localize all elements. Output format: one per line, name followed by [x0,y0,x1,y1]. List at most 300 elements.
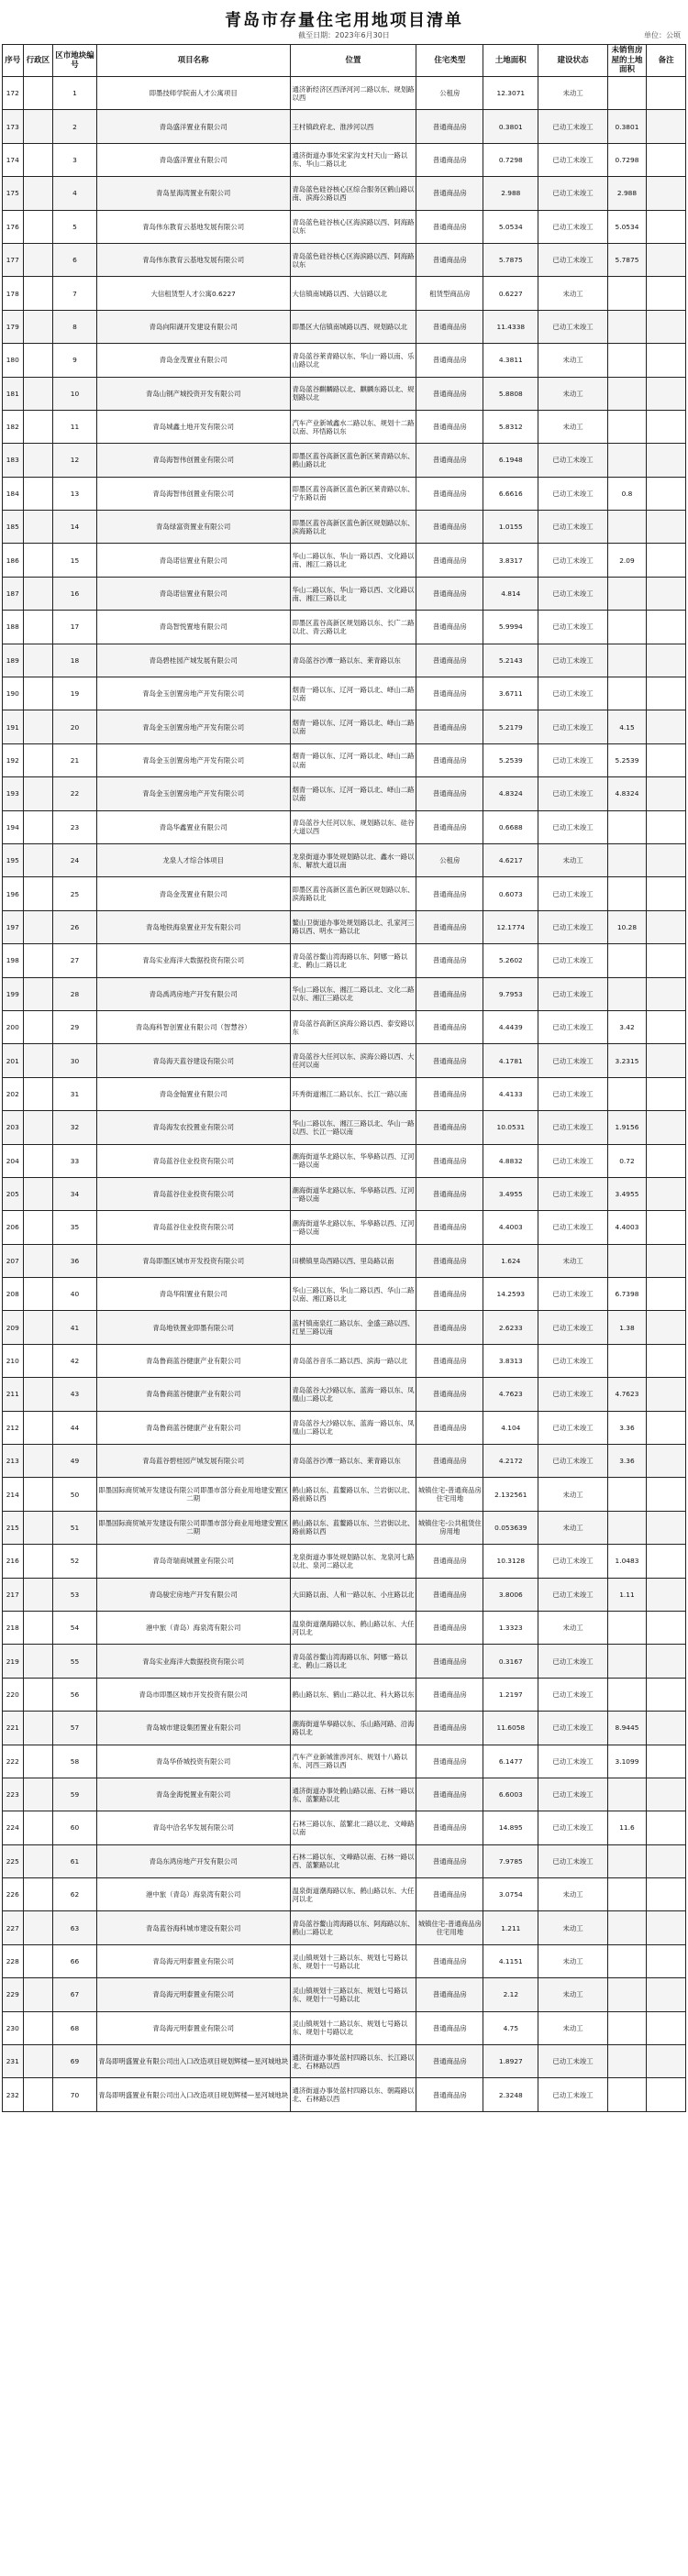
cell-block: 33 [53,1144,97,1177]
cell-type: 普通商品房 [416,110,483,143]
cell-unbuilt [607,677,647,710]
cell-unbuilt [607,1778,647,1811]
cell-type: 租赁型商品房 [416,277,483,310]
table-row [3,511,686,544]
cell-seq: 229 [3,1978,24,2011]
cell-block: 63 [53,1911,97,1944]
cell-type: 普通商品房 [416,1311,483,1344]
cell-type: 普通商品房 [416,1144,483,1177]
cell-seq: 204 [3,1144,24,1177]
cell-project: 即墨国际商贸城开发建设有限公司即墨市部分商业用地建安置区二期 [96,1478,290,1511]
cell-block: 44 [53,1411,97,1444]
cell-project: 青岛骏宏房地产开发有限公司 [96,1578,290,1611]
cell-district [23,410,53,443]
cell-type: 普通商品房 [416,1778,483,1811]
cell-status: 已动工未竣工 [538,1111,607,1144]
cell-area: 4.6217 [483,843,538,876]
cell-project: 青岛城鑫土地开发有限公司 [96,410,290,443]
cell-project: 青岛海元明泰置业有限公司 [96,2011,290,2044]
cell-seq: 191 [3,710,24,743]
cell-district [23,177,53,210]
table-row [3,177,686,210]
cell-seq: 205 [3,1177,24,1210]
cell-project: 青岛金茂置业有限公司 [96,877,290,910]
cell-district [23,243,53,276]
cell-type: 普通商品房 [416,310,483,343]
cell-district [23,377,53,410]
cell-seq: 174 [3,143,24,176]
cell-project: 青岛伟东教育云基地发展有限公司 [96,243,290,276]
cell-status: 已动工未竣工 [538,944,607,977]
cell-district [23,910,53,943]
cell-area: 0.6688 [483,810,538,843]
cell-status: 已动工未竣工 [538,1077,607,1110]
cell-type: 普通商品房 [416,544,483,577]
cell-district [23,743,53,776]
cell-unbuilt: 5.2539 [607,743,647,776]
cell-status: 已动工未竣工 [538,577,607,610]
cell-note [647,1478,686,1511]
cell-unbuilt [607,2078,647,2111]
cell-seq: 228 [3,1944,24,1977]
cell-seq: 223 [3,1778,24,1811]
cell-type: 普通商品房 [416,1712,483,1745]
cell-status: 已动工未竣工 [538,777,607,810]
cell-district [23,277,53,310]
cell-location: 华山二路以东、华山一路以西、文化路以南、湘江二路以北 [290,544,416,577]
cell-note [647,544,686,577]
table-row [3,2078,686,2111]
cell-seq: 217 [3,1578,24,1611]
cell-unbuilt: 1.0483 [607,1545,647,1578]
cell-area: 6.1477 [483,1745,538,1778]
cell-unbuilt [607,810,647,843]
cell-type: 普通商品房 [416,511,483,544]
cell-type: 普通商品房 [416,1445,483,1478]
cell-block: 14 [53,511,97,544]
cell-type: 普通商品房 [416,777,483,810]
cell-status: 未动工 [538,377,607,410]
header-district: 行政区 [23,45,53,77]
cell-area: 4.8324 [483,777,538,810]
cell-location: 青岛蓝谷莱青路以东、华山一路以南、乐山路以北 [290,344,416,377]
cutoff-date: 截至日期：2023年6月30日 [298,31,390,39]
cell-district [23,1478,53,1511]
table-row [3,777,686,810]
cell-project: 青岛鲁商蓝谷健康产业有限公司 [96,1344,290,1377]
table-row [3,377,686,410]
cell-note [647,2045,686,2078]
cell-status: 未动工 [538,843,607,876]
cell-seq: 208 [3,1278,24,1311]
cell-project: 青岛华侨城投资有限公司 [96,1745,290,1778]
cell-district [23,677,53,710]
cell-location: 青岛蓝谷音乐二路以西、滨海一路以北 [290,1344,416,1377]
cell-unbuilt: 11.6 [607,1811,647,1844]
cell-district [23,1844,53,1877]
cell-type: 普通商品房 [416,1678,483,1711]
table-row [3,944,686,977]
cell-area: 2.12 [483,1978,538,2011]
table-row [3,1611,686,1644]
cell-status: 已动工未竣工 [538,611,607,644]
table-row [3,810,686,843]
cell-district [23,1044,53,1077]
cell-location: 青岛蓝谷高新区滨海公路以西、泰安路以东 [290,1010,416,1043]
cell-location: 王村镇政府北、淮涉河以西 [290,110,416,143]
table-row [3,277,686,310]
cell-note [647,1378,686,1411]
cell-project: 青岛金翰置业有限公司 [96,1077,290,1110]
cell-district [23,1678,53,1711]
cell-note [647,2011,686,2044]
cell-type: 普通商品房 [416,910,483,943]
cell-unbuilt: 10.28 [607,910,647,943]
cell-block: 20 [53,710,97,743]
cell-note [647,1844,686,1877]
cell-unbuilt: 3.36 [607,1411,647,1444]
cell-note [647,1545,686,1578]
cell-district [23,710,53,743]
cell-note [647,743,686,776]
cell-status: 已动工未竣工 [538,177,607,210]
cell-type: 普通商品房 [416,2078,483,2111]
cell-type: 普通商品房 [416,644,483,677]
cell-block: 18 [53,644,97,677]
cell-location: 灵山镇规划十三路以东、规划七号路以东、规划十一号路以北 [290,1978,416,2011]
cell-block: 59 [53,1778,97,1811]
cell-unbuilt [607,1511,647,1544]
cell-type: 普通商品房 [416,1844,483,1877]
cell-area: 3.8313 [483,1344,538,1377]
cell-block: 66 [53,1944,97,1977]
cell-district [23,1578,53,1611]
cell-location: 青岛蓝谷鳌山湾海路以东、阿娜一路以北、鹤山二路以北 [290,944,416,977]
cell-seq: 210 [3,1344,24,1377]
table-row [3,577,686,610]
cell-unbuilt [607,577,647,610]
cell-project: 青岛诺信置业有限公司 [96,544,290,577]
header-block: 区市地块编号 [53,45,97,77]
cell-status: 已动工未竣工 [538,1311,607,1344]
cell-type: 公租房 [416,843,483,876]
cell-district [23,1311,53,1344]
cell-note [647,1745,686,1778]
cell-district [23,77,53,110]
cell-status: 已动工未竣工 [538,1378,607,1411]
cell-district [23,444,53,477]
cell-status: 已动工未竣工 [538,243,607,276]
cell-project: 青岛海元明泰置业有限公司 [96,1978,290,2011]
cell-seq: 177 [3,243,24,276]
header-status: 建设状态 [538,45,607,77]
cell-note [647,1511,686,1544]
cell-type: 普通商品房 [416,1745,483,1778]
cell-block: 9 [53,344,97,377]
cell-type: 普通商品房 [416,1944,483,1977]
cell-block: 55 [53,1645,97,1678]
cell-district [23,977,53,1010]
cell-project: 青岛海科智创置业有限公司（智慧谷） [96,1010,290,1043]
cell-area: 4.4133 [483,1077,538,1110]
cell-area: 4.814 [483,577,538,610]
cell-note [647,1445,686,1478]
cell-district [23,1411,53,1444]
cell-district [23,1645,53,1678]
cell-note [647,210,686,243]
cell-status: 未动工 [538,277,607,310]
cell-unbuilt: 3.2315 [607,1044,647,1077]
cell-location: 温泉街道潮海路以东、鹤山路以东、大任河以北 [290,1878,416,1911]
cell-status: 未动工 [538,1511,607,1544]
cell-project: 青岛海智伟创置业有限公司 [96,477,290,510]
cell-project: 青岛智悦置地有限公司 [96,611,290,644]
cell-unbuilt [607,1911,647,1944]
cell-area: 5.2539 [483,743,538,776]
cell-district [23,777,53,810]
cell-location: 潮海街道华北路以东、华皋路以西、辽河一路以南 [290,1144,416,1177]
table-row [3,611,686,644]
cell-project: 青岛星海湾置业有限公司 [96,177,290,210]
table-row [3,444,686,477]
cell-type: 公租房 [416,77,483,110]
cell-area: 5.8312 [483,410,538,443]
cell-location: 华山二路以东、湘江二路以北、文化二路以东、湘江三路以北 [290,977,416,1010]
cell-seq: 188 [3,611,24,644]
cell-unbuilt [607,843,647,876]
cell-type: 普通商品房 [416,977,483,1010]
cell-area: 1.211 [483,1911,538,1944]
table-row [3,1010,686,1043]
cell-note [647,277,686,310]
cell-status: 未动工 [538,1911,607,1944]
cell-note [647,1578,686,1611]
cell-project: 青岛即墨区城市开发投资有限公司 [96,1244,290,1277]
cell-unbuilt [607,1478,647,1511]
cell-status: 未动工 [538,344,607,377]
cell-unbuilt: 3.1099 [607,1745,647,1778]
table-row [3,1944,686,1977]
cell-type: 普通商品房 [416,1344,483,1377]
cell-note [647,577,686,610]
cell-type: 普通商品房 [416,177,483,210]
cell-location: 环秀街道湘江二路以东、长江一路以南 [290,1077,416,1110]
cell-unbuilt [607,377,647,410]
cell-seq: 193 [3,777,24,810]
cell-district [23,644,53,677]
cell-note [647,710,686,743]
cell-seq: 187 [3,577,24,610]
cell-area: 0.3801 [483,110,538,143]
cell-seq: 184 [3,477,24,510]
table-row [3,1445,686,1478]
cell-location: 鹤山路以东、蓝鳌路以东、兰岩街以北、路前路以西 [290,1511,416,1544]
cell-block: 53 [53,1578,97,1611]
cell-area: 2.988 [483,177,538,210]
cell-project: 青岛东鸿房地产开发有限公司 [96,1844,290,1877]
cell-block: 22 [53,777,97,810]
cell-area: 6.6003 [483,1778,538,1811]
cell-unbuilt: 2.09 [607,544,647,577]
cell-project: 青岛实业海洋大数据投资有限公司 [96,944,290,977]
cell-seq: 197 [3,910,24,943]
cell-unbuilt [607,1678,647,1711]
table-row [3,644,686,677]
cell-area: 3.8006 [483,1578,538,1611]
cell-project: 青岛金海悦置业有限公司 [96,1778,290,1811]
cell-area: 4.104 [483,1411,538,1444]
cell-type: 普通商品房 [416,1811,483,1844]
cell-area: 1.8927 [483,2045,538,2078]
cell-block: 34 [53,1177,97,1210]
cell-unbuilt: 3.36 [607,1445,647,1478]
cell-area: 5.2143 [483,644,538,677]
table-row [3,1378,686,1411]
cell-area: 1.0155 [483,511,538,544]
cell-status: 已动工未竣工 [538,544,607,577]
cell-area: 0.3167 [483,1645,538,1678]
cell-type: 普通商品房 [416,410,483,443]
cell-status: 已动工未竣工 [538,1278,607,1311]
cell-location: 烟青一路以东、辽河一路以北、峄山二路以南 [290,743,416,776]
cell-project: 青岛市即墨区城市开发投资有限公司 [96,1678,290,1711]
cell-type: 普通商品房 [416,1177,483,1210]
cell-area: 5.8808 [483,377,538,410]
cell-district [23,1745,53,1778]
cell-seq: 216 [3,1545,24,1578]
cell-district [23,810,53,843]
cell-note [647,1911,686,1944]
cell-project: 青岛金玉创置房地产开发有限公司 [96,777,290,810]
cell-block: 23 [53,810,97,843]
cell-area: 4.75 [483,2011,538,2044]
cell-area: 2.132561 [483,1478,538,1511]
cell-type: 普通商品房 [416,1645,483,1678]
header-seq: 序号 [3,45,24,77]
cell-block: 30 [53,1044,97,1077]
cell-location: 大信镇南城路以西、大信路以北 [290,277,416,310]
cell-type: 普通商品房 [416,377,483,410]
cell-seq: 192 [3,743,24,776]
cell-district [23,1144,53,1177]
cell-status: 未动工 [538,2011,607,2044]
table-row [3,1211,686,1244]
cell-location: 温泉街道潮海路以东、鹤山路以东、大任河以北 [290,1611,416,1644]
cell-type: 普通商品房 [416,1545,483,1578]
cell-district [23,1445,53,1478]
cell-location: 即墨区蓝谷高新区蓝色新区规划路以东、滨海路以北 [290,511,416,544]
table-row [3,243,686,276]
cell-project: 港中旅（青岛）海泉湾有限公司 [96,1878,290,1911]
cell-seq: 220 [3,1678,24,1711]
cell-location: 华山三路以东、华山二路以西、华山二路以南、湘江路以北 [290,1278,416,1311]
header-unbuilt: 未销售房屋的土地面积 [607,45,647,77]
cell-note [647,1111,686,1144]
cell-area: 4.4439 [483,1010,538,1043]
cell-status: 已动工未竣工 [538,1712,607,1745]
cell-note [647,1778,686,1811]
cell-location: 石林三路以东、蓝繁北二路以北、文峰路以南 [290,1811,416,1844]
cell-unbuilt [607,410,647,443]
cell-unbuilt [607,310,647,343]
cell-note [647,1211,686,1244]
cell-seq: 180 [3,344,24,377]
cell-unbuilt: 4.7623 [607,1378,647,1411]
cell-block: 56 [53,1678,97,1711]
cell-type: 普通商品房 [416,1411,483,1444]
cell-note [647,110,686,143]
cell-status: 已动工未竣工 [538,1010,607,1043]
cell-project: 青岛金玉创置房地产开发有限公司 [96,743,290,776]
table-row [3,1712,686,1745]
cell-project: 青岛盛洋置业有限公司 [96,110,290,143]
cell-project: 青岛鲁商蓝谷健康产业有限公司 [96,1378,290,1411]
cell-project: 青岛碧桂园产城发展有限公司 [96,644,290,677]
unit-label: 单位：公顷 [644,31,681,39]
table-row [3,544,686,577]
cell-area: 11.4338 [483,310,538,343]
cell-unbuilt [607,877,647,910]
cell-project: 青岛伟东教育云基地发展有限公司 [96,210,290,243]
cell-district [23,210,53,243]
cell-unbuilt [607,1344,647,1377]
cell-unbuilt [607,611,647,644]
cell-status: 已动工未竣工 [538,1344,607,1377]
cell-block: 1 [53,77,97,110]
cell-district [23,1177,53,1210]
cell-seq: 206 [3,1211,24,1244]
cell-project: 青岛地铁置业即墨有限公司 [96,1311,290,1344]
cell-status: 未动工 [538,1244,607,1277]
cell-status: 未动工 [538,1978,607,2011]
cell-block: 10 [53,377,97,410]
cell-type: 城镇住宅-普通商品房住宅用地 [416,1478,483,1511]
cell-status: 已动工未竣工 [538,143,607,176]
cell-status: 已动工未竣工 [538,1545,607,1578]
cell-location: 即墨区蓝谷高新区蓝色新区莱青路以东、宁东路以南 [290,477,416,510]
cell-project: 青岛中洽名华发展有限公司 [96,1811,290,1844]
cell-area: 14.895 [483,1811,538,1844]
table-header-row [3,45,686,77]
cell-district [23,577,53,610]
cell-unbuilt: 0.8 [607,477,647,510]
cell-block: 54 [53,1611,97,1644]
cell-block: 49 [53,1445,97,1478]
cell-note [647,243,686,276]
cell-unbuilt [607,2045,647,2078]
cell-note [647,377,686,410]
cell-note [647,611,686,644]
cell-seq: 221 [3,1712,24,1745]
cell-project: 青岛蓝谷海科城市建设有限公司 [96,1911,290,1944]
table-row [3,743,686,776]
cell-unbuilt [607,511,647,544]
cell-location: 通济街道办事处蓝村四路以东、长江路以北、石林路以西 [290,2045,416,2078]
cell-seq: 195 [3,843,24,876]
cell-location: 烟青一路以东、辽河一路以北、峄山二路以南 [290,677,416,710]
cell-location: 鹤山路以东、鹤山二路以北、科大路以东 [290,1678,416,1711]
cell-status: 已动工未竣工 [538,1578,607,1611]
cell-type: 普通商品房 [416,477,483,510]
cell-project: 青岛金玉创置房地产开发有限公司 [96,677,290,710]
cell-area: 3.0754 [483,1878,538,1911]
cell-area: 3.8317 [483,544,538,577]
cell-location: 潮海街道华皋路以东、乐山路河路、沿海路以北 [290,1712,416,1745]
cell-project: 港中旅（青岛）海泉湾有限公司 [96,1611,290,1644]
cell-district [23,477,53,510]
cell-district [23,611,53,644]
cell-note [647,1678,686,1711]
